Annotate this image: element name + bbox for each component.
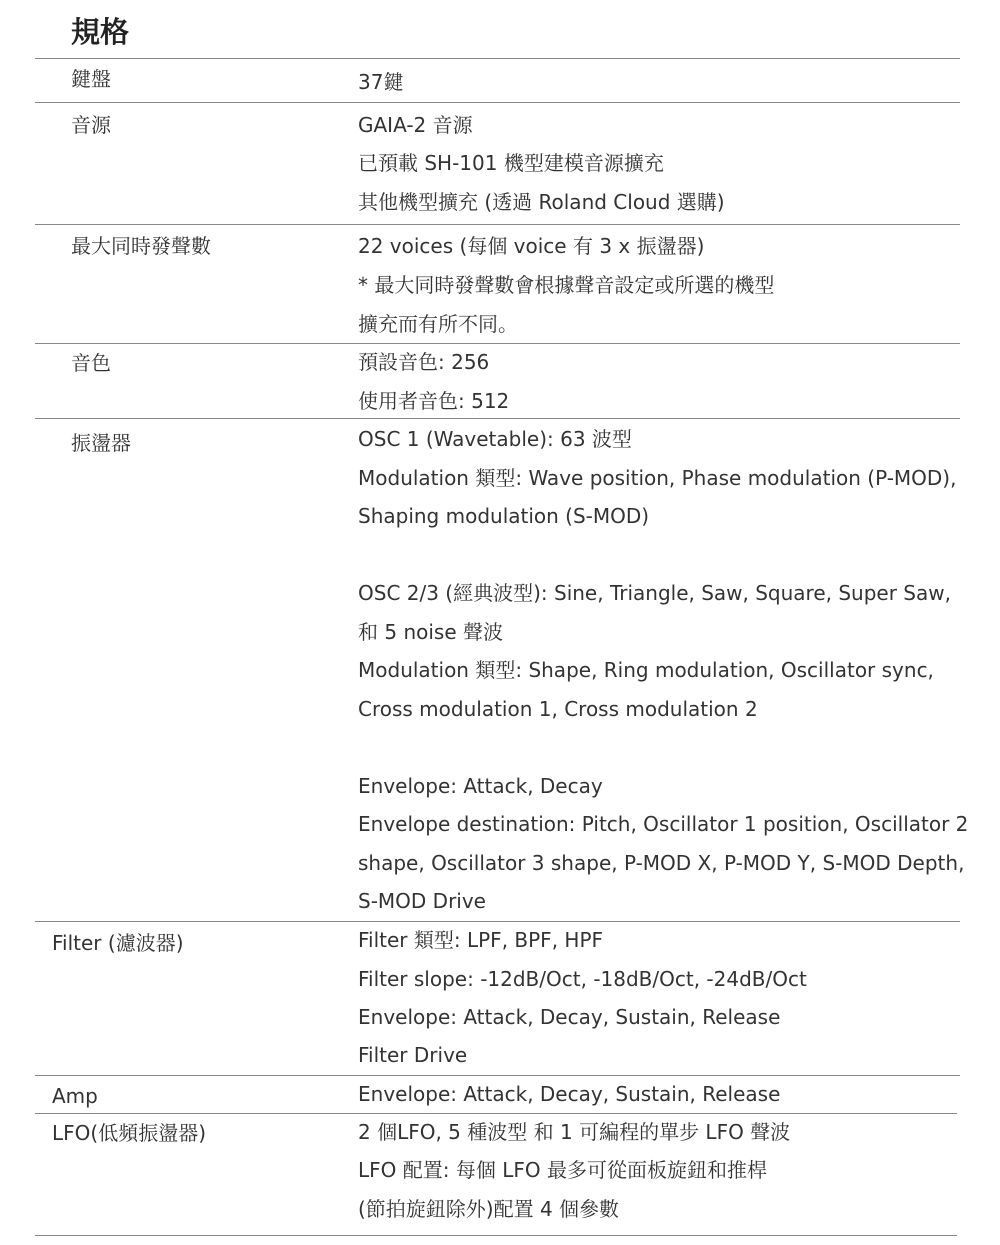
- page-title: 規格: [71, 15, 130, 49]
- spec-label: 音色: [71, 351, 111, 375]
- spec-value: 預設音色: 256: [358, 350, 490, 374]
- spec-label: 鍵盤: [71, 67, 111, 91]
- spec-value: LFO 配置: 每個 LFO 最多可從面板旋鈕和推桿: [358, 1158, 767, 1182]
- spec-value: 22 voices (每個 voice 有 3 x 振盪器): [358, 234, 705, 258]
- spec-value: 其他機型擴充 (透過 Roland Cloud 選購): [358, 190, 725, 214]
- spec-value: Modulation 類型: Wave position, Phase modulation (P-MOD),: [358, 466, 957, 490]
- spec-value: 已預載 SH-101 機型建模音源擴充: [358, 151, 664, 175]
- spec-value: S-MOD Drive: [358, 889, 486, 913]
- spec-value: Envelope: Attack, Decay: [358, 774, 603, 798]
- row-divider: [35, 1113, 957, 1114]
- spec-value: Envelope: Attack, Decay, Sustain, Release: [358, 1082, 781, 1106]
- row-divider: [35, 58, 960, 59]
- row-divider: [35, 224, 960, 225]
- spec-value: 使用者音色: 512: [358, 389, 510, 413]
- spec-label: Amp: [52, 1084, 98, 1108]
- spec-label: 音源: [71, 113, 111, 137]
- spec-value: Envelope destination: Pitch, Oscillator 1 position, Oscillator 2: [358, 812, 969, 836]
- spec-value: Filter 類型: LPF, BPF, HPF: [358, 928, 604, 952]
- spec-label: 振盪器: [71, 431, 131, 455]
- row-divider: [35, 1075, 960, 1076]
- spec-value: Filter slope: -12dB/Oct, -18dB/Oct, -24dB/Oct: [358, 967, 807, 991]
- spec-value: OSC 2/3 (經典波型): Sine, Triangle, Saw, Square, Super Saw,: [358, 581, 951, 605]
- row-divider: [35, 343, 960, 344]
- spec-value: 2 個LFO, 5 種波型 和 1 可編程的單步 LFO 聲波: [358, 1120, 791, 1144]
- spec-value: 和 5 noise 聲波: [358, 620, 503, 644]
- spec-value: Shaping modulation (S-MOD): [358, 504, 650, 528]
- spec-value: 37鍵: [358, 70, 404, 94]
- row-divider: [35, 921, 960, 922]
- row-divider: [35, 102, 960, 103]
- spec-label: Filter (濾波器): [52, 931, 184, 955]
- spec-label: 最大同時發聲數: [71, 234, 211, 258]
- row-divider: [35, 418, 960, 419]
- spec-value: GAIA-2 音源: [358, 113, 473, 137]
- spec-label: LFO(低頻振盪器): [52, 1121, 206, 1145]
- spec-value: * 最大同時發聲數會根據聲音設定或所選的機型: [358, 273, 775, 297]
- spec-value: shape, Oscillator 3 shape, P-MOD X, P-MOD Y, S-MOD Depth,: [358, 851, 965, 875]
- spec-value: Envelope: Attack, Decay, Sustain, Release: [358, 1005, 781, 1029]
- spec-value: Filter Drive: [358, 1043, 468, 1067]
- spec-value: (節拍旋鈕除外)配置 4 個參數: [358, 1197, 620, 1221]
- spec-value: Modulation 類型: Shape, Ring modulation, Oscillator sync,: [358, 658, 934, 682]
- spec-value: 擴充而有所不同。: [358, 312, 518, 336]
- spec-value: Cross modulation 1, Cross modulation 2: [358, 697, 758, 721]
- row-divider: [35, 1235, 957, 1236]
- spec-value: OSC 1 (Wavetable): 63 波型: [358, 427, 632, 451]
